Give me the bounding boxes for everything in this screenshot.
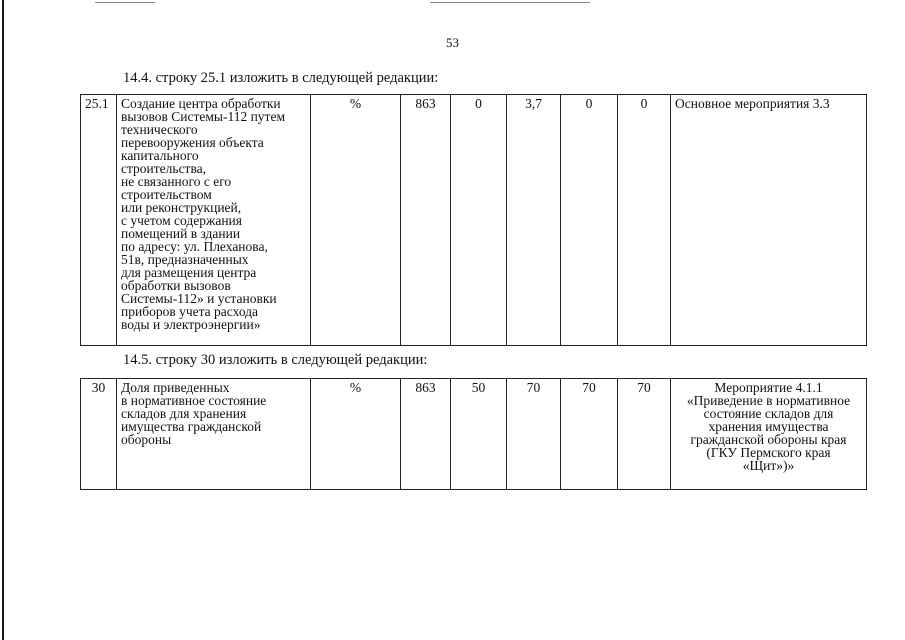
row-value-2: 3,7 [507, 95, 561, 346]
table-row-25-1 [80, 94, 867, 346]
instruction-14-5: 14.5. строку 30 изложить в следующей редакции: [123, 352, 428, 368]
row-value-3: 70 [561, 379, 618, 490]
row-value-3: 0 [561, 95, 618, 346]
row-number: 25.1 [81, 95, 117, 346]
row-code: 863 [401, 95, 451, 346]
row-code: 863 [401, 379, 451, 490]
scan-mark-top-left [95, 2, 155, 3]
row-value-4: 70 [618, 379, 671, 490]
table-row [81, 95, 867, 346]
row-value-1: 50 [451, 379, 507, 490]
row-unit: % [311, 379, 401, 490]
row-activity: Мероприятие 4.1.1 «Приведение в нормативное состояние складов для хранения имущества гражданской обороны края (ГКУ Пермского края «Щит»)» [671, 379, 867, 490]
instruction-14-4: 14.4. строку 25.1 изложить в следующей редакции: [123, 70, 439, 86]
scan-mark-top-center [430, 2, 590, 3]
page-number: 53 [446, 35, 459, 50]
row-value-2: 70 [507, 379, 561, 490]
row-description: Доля приведенных в нормативное состояние складов для хранения имущества гражданской обороны [117, 379, 311, 490]
row-description: Создание центра обработки вызовов Системы-112 путем технического перевооружения объекта капитального строительства, не связанного с его строительством или реконструкцией, с учетом содержания помещений в здании по адресу: ул. Плеханова, 51в, предназначенных для размещения центра обработки вызовов Системы-112» и установки приборов учета расхода воды и электроэнергии» [117, 95, 311, 346]
row-activity: Основное мероприятия 3.3 [671, 95, 867, 346]
row-value-1: 0 [451, 95, 507, 346]
table-row-30 [80, 378, 867, 490]
row-number: 30 [81, 379, 117, 490]
row-unit: % [311, 95, 401, 346]
table-row [81, 379, 867, 490]
scan-edge-left [2, 0, 4, 640]
row-value-4: 0 [618, 95, 671, 346]
